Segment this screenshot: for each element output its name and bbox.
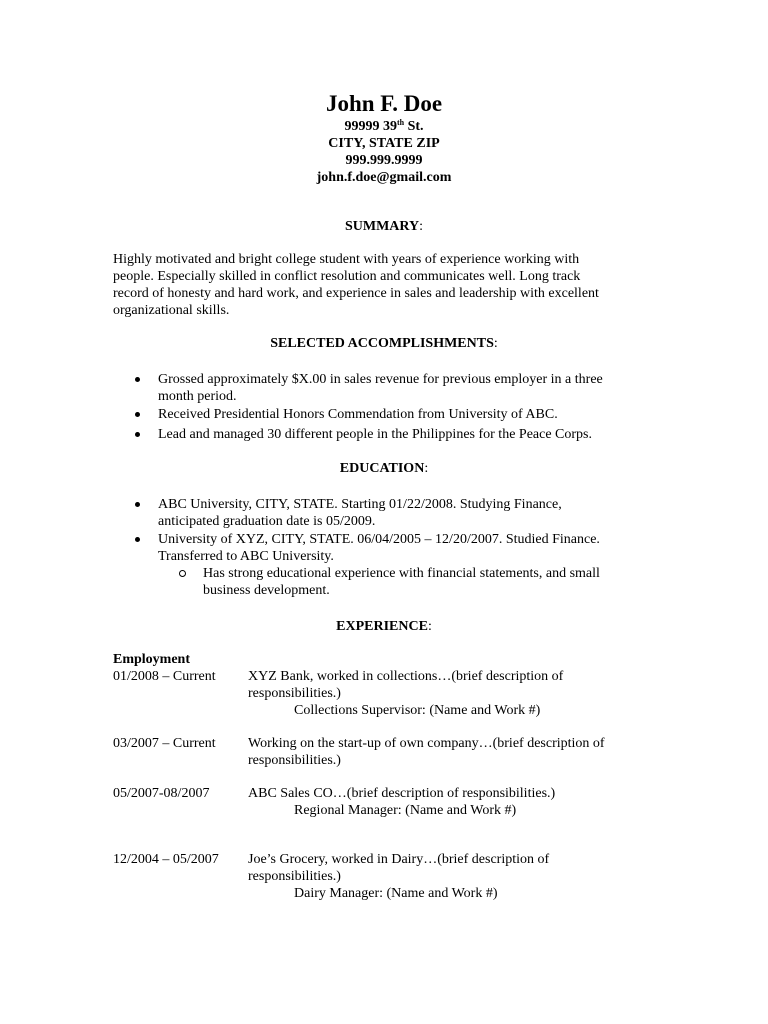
job-description-line: responsibilities.)	[248, 869, 341, 884]
list-item-line: Lead and managed 30 different people in the Philippines for the Peace Corps.	[158, 427, 592, 442]
summary-paragraph	[113, 251, 653, 319]
job-description-line: Joe’s Grocery, worked in Dairy…(brief description of	[248, 852, 550, 867]
job-dates: 03/2007 – Current	[113, 736, 216, 751]
job-description	[248, 668, 563, 719]
summary-heading	[0, 218, 768, 235]
street-name: St.	[404, 119, 424, 134]
summary-line: people. Especially skilled in conflict resolution and communicates well. Long track	[113, 269, 581, 284]
street-address	[0, 118, 768, 135]
education-heading	[0, 460, 768, 477]
list-item-line: ABC University, CITY, STATE. Starting 01/22/2008. Studying Finance,	[158, 497, 562, 512]
email-address: john.f.doe@gmail.com	[316, 170, 452, 185]
job-description	[248, 851, 549, 902]
list-item	[113, 426, 673, 443]
job-role: Regional Manager: (Name and Work #)	[294, 803, 517, 818]
list-item	[113, 531, 673, 565]
summary-colon: :	[419, 219, 424, 234]
experience-title: EXPERIENCE	[336, 619, 428, 634]
education-title: EDUCATION	[339, 461, 425, 476]
resume-name: John F. Doe	[325, 91, 443, 116]
job-description-line: ABC Sales CO…(brief description of responsibilities.)	[248, 786, 556, 801]
city-state-zip: CITY, STATE ZIP	[328, 136, 440, 151]
bullet-icon	[135, 412, 140, 417]
list-item	[113, 371, 673, 405]
job-description-line: responsibilities.)	[248, 686, 341, 701]
list-item-line: Grossed approximately $X.00 in sales revenue for previous employer in a three	[158, 372, 603, 387]
job-role: Collections Supervisor: (Name and Work #)	[294, 703, 541, 718]
job-dates: 12/2004 – 05/2007	[113, 852, 219, 867]
accomplishments-list	[113, 371, 673, 443]
hollow-bullet-icon	[179, 570, 186, 577]
list-item-line: Transferred to ABC University.	[158, 549, 334, 564]
list-item-line: month period.	[158, 389, 237, 404]
bullet-icon	[135, 432, 140, 437]
list-item-line: Received Presidential Honors Commendation from University of ABC.	[158, 407, 558, 422]
experience-heading	[0, 618, 768, 635]
bullet-icon	[135, 377, 140, 382]
list-item	[113, 496, 673, 530]
education-colon: :	[424, 461, 429, 476]
list-item-line: business development.	[203, 583, 330, 598]
experience-colon: :	[427, 619, 432, 634]
accomplishments-title: SELECTED ACCOMPLISHMENTS	[270, 336, 494, 351]
street-number: 99999 39	[344, 119, 397, 134]
sub-list-item	[113, 565, 673, 599]
employment-heading: Employment	[113, 652, 190, 667]
list-item	[113, 406, 673, 423]
accomplishments-heading	[0, 335, 768, 352]
job-role: Dairy Manager: (Name and Work #)	[294, 886, 498, 901]
list-item-line: University of XYZ, CITY, STATE. 06/04/2005 – 12/20/2007. Studied Finance.	[158, 532, 600, 547]
bullet-icon	[135, 502, 140, 507]
job-dates: 05/2007-08/2007	[113, 786, 210, 801]
list-item-line: anticipated graduation date is 05/2009.	[158, 514, 376, 529]
job-description-line: Working on the start-up of own company…(brief description of	[248, 736, 605, 751]
summary-line: record of honesty and hard work, and experience in sales and leadership with excellent	[113, 286, 599, 301]
street-ordinal-suffix: th	[396, 118, 405, 127]
education-list	[113, 496, 673, 599]
list-item-line: Has strong educational experience with financial statements, and small	[203, 566, 600, 581]
accomplishments-colon: :	[493, 336, 498, 351]
summary-line: organizational skills.	[113, 303, 230, 318]
job-description	[248, 785, 555, 819]
summary-line: Highly motivated and bright college student with years of experience working with	[113, 252, 580, 267]
phone-number: 999.999.9999	[345, 153, 423, 168]
bullet-icon	[135, 537, 140, 542]
job-description-line: responsibilities.)	[248, 753, 341, 768]
job-description	[248, 735, 605, 769]
summary-title: SUMMARY	[344, 219, 420, 234]
job-description-line: XYZ Bank, worked in collections…(brief description of	[248, 669, 564, 684]
job-dates: 01/2008 – Current	[113, 669, 216, 684]
